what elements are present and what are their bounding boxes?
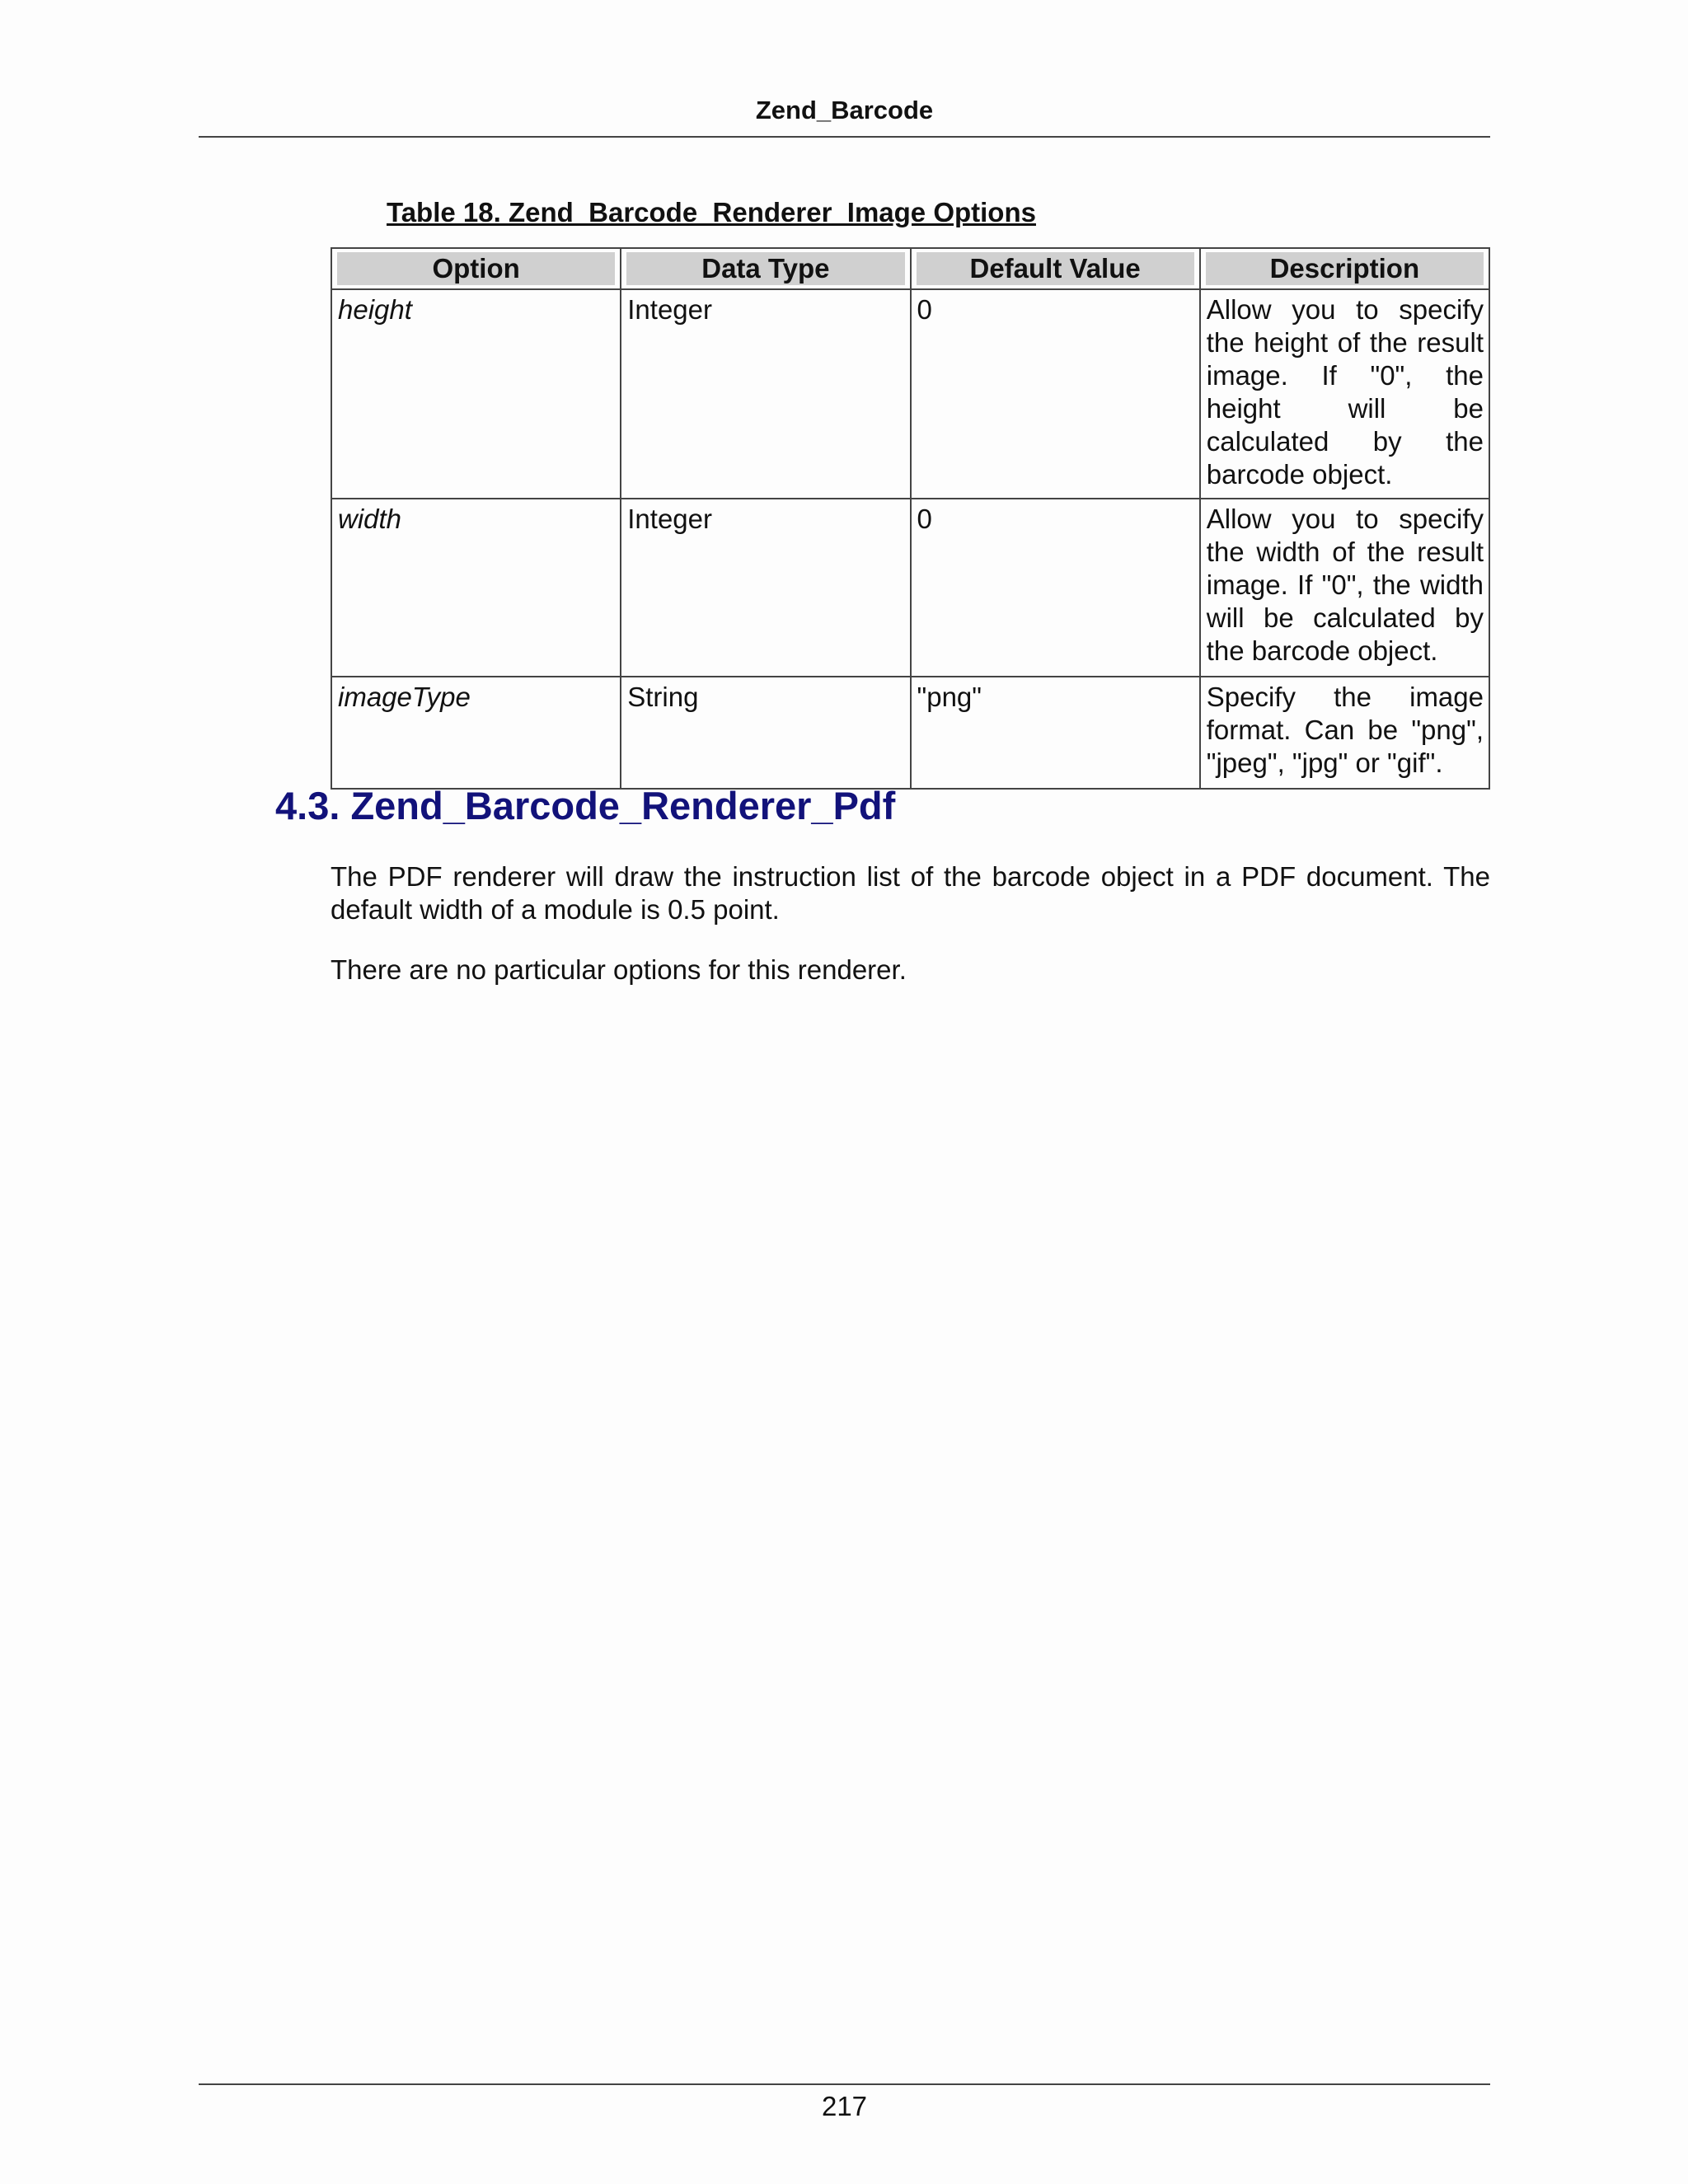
body-paragraph: There are no particular options for this renderer. — [331, 954, 907, 985]
section-heading: 4.3. Zend_Barcode_Renderer_Pdf — [275, 784, 896, 827]
body-paragraph: The PDF renderer will draw the instruction list of the barcode object in a PDF document. The default width of a module is 0.5 point. — [331, 861, 1490, 925]
option-cell: imageType — [331, 677, 621, 789]
option-cell: height — [331, 289, 621, 499]
data-type-cell: Integer — [621, 289, 910, 499]
page-number: 217 — [821, 2091, 868, 2121]
footer-divider — [199, 2083, 1490, 2085]
column-header-label: Data Type — [626, 252, 904, 285]
header-divider — [199, 136, 1490, 138]
description-cell: Allow you to specify the width of the result image. If "0", the width will be calculated by the barcode object. — [1200, 499, 1489, 677]
table-header-row — [331, 248, 1489, 289]
default-value-cell: "png" — [911, 677, 1200, 789]
column-header-description — [1200, 248, 1489, 289]
data-type-cell: Integer — [621, 499, 910, 677]
option-cell: width — [331, 499, 621, 677]
description-cell: Specify the image format. Can be "png", "jpeg", "jpg" or "gif". — [1200, 677, 1489, 789]
column-header-option — [331, 248, 621, 289]
default-value-cell: 0 — [911, 289, 1200, 499]
table-caption: Table 18. Zend_Barcode_Renderer_Image Options — [387, 197, 1036, 227]
running-header: Zend_Barcode — [755, 96, 934, 124]
column-header-label: Default Value — [917, 252, 1194, 285]
options-table — [331, 247, 1490, 790]
table-row — [331, 499, 1489, 677]
column-header-default-value — [911, 248, 1200, 289]
column-header-data-type — [621, 248, 910, 289]
table-row — [331, 289, 1489, 499]
column-header-label: Description — [1206, 252, 1484, 285]
default-value-cell: 0 — [911, 499, 1200, 677]
description-cell: Allow you to specify the height of the result image. If "0", the height will be calculated by the barcode object. — [1200, 289, 1489, 499]
data-type-cell: String — [621, 677, 910, 789]
column-header-label: Option — [337, 252, 615, 285]
table-row — [331, 677, 1489, 789]
